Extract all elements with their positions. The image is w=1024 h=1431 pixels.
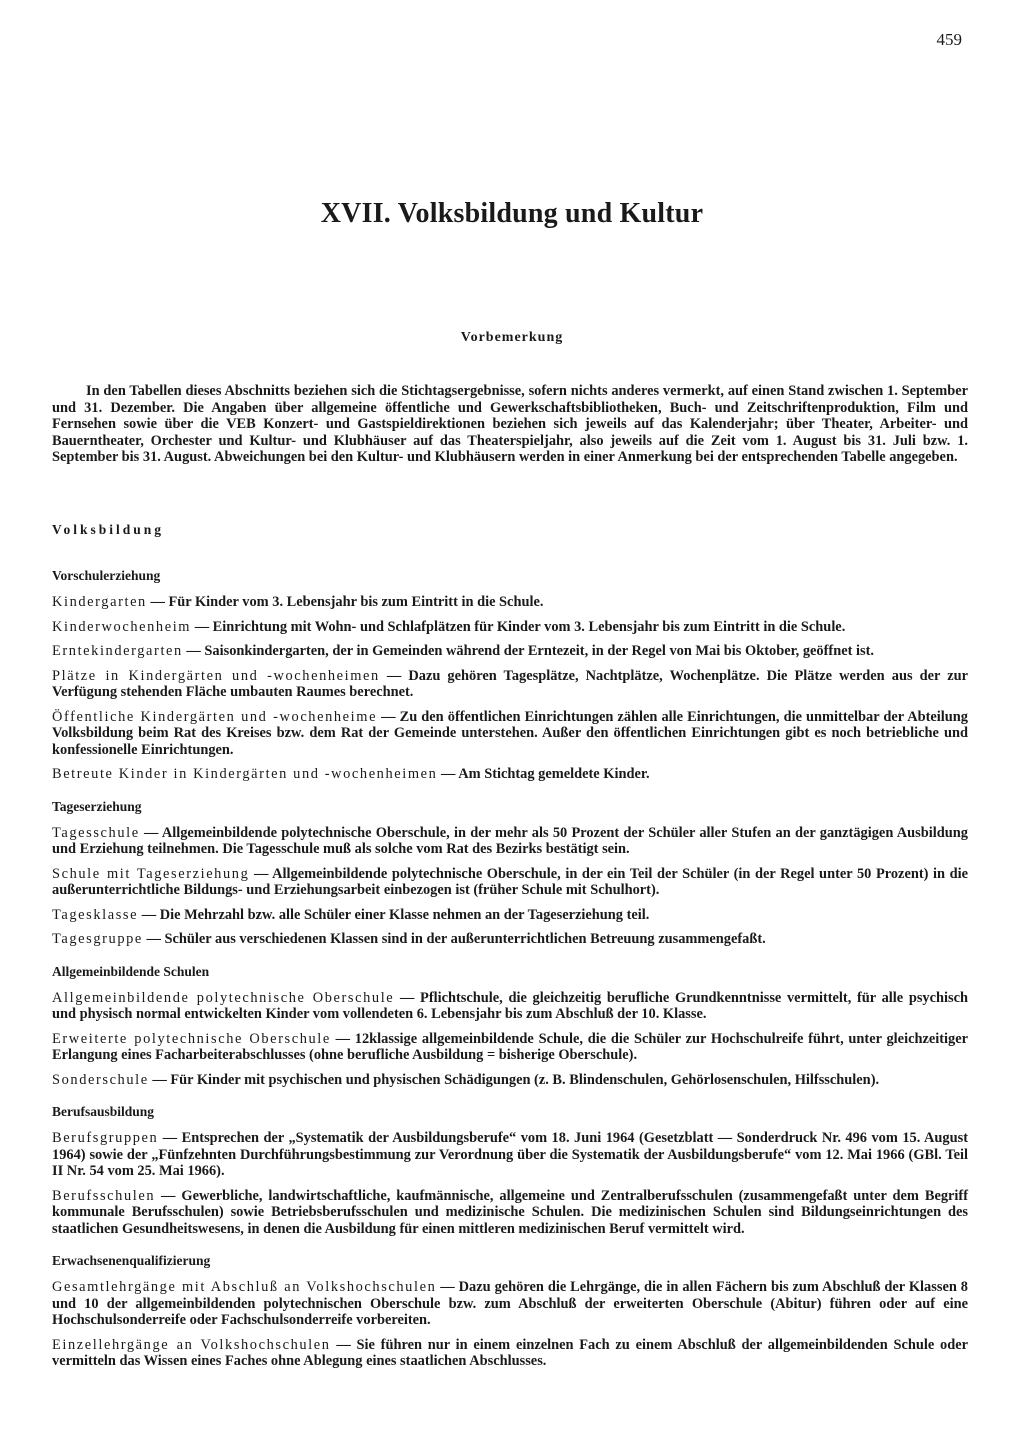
definition-entry <box>52 668 968 701</box>
definition-term: Berufsschulen <box>52 1187 156 1204</box>
definition-text: — Schüler aus verschiedenen Klassen sind in der außerunterrichtlichen Betreuung zusammengefaßt. <box>142 931 766 947</box>
definition-text: — Für Kinder mit psychischen und physischen Schädigungen (z. B. Blindenschulen, Gehörlosenschulen, Hilfsschulen). <box>148 1071 880 1088</box>
intro-paragraph: In den Tabellen dieses Abschnitts beziehen sich die Stichtagsergebnisse, sofern nichts anderes vermerkt, auf einen Stand zwischen 1. September und 31. Dezember. Die Angaben über allgemeine öffentliche und Gewerkschaftsbibliotheken, Buch- und Zeitschriftenproduktion, Film und Fernsehen sowie über die VEB Konzert- und Gastspieldirektionen beziehen sich jeweils auf das Kalenderjahr; über Theater, Arbeiter- und Bauerntheater, Orchester und Kultur- und Klubhäuser auf das Theaterspieljahr, also jeweils auf die Zeit vom 1. August bis 31. Juli bzw. 1. September bis 31. August. Abweichungen bei den Kultur- und Klubhäusern werden in einer Anmerkung bei der entsprechenden Tabelle angegeben. <box>52 383 968 465</box>
definition-term: Tagesschule <box>52 824 140 841</box>
definition-text: — Für Kinder vom 3. Lebensjahr bis zum Eintritt in die Schule. <box>146 594 544 610</box>
definition-term: Berufsgruppen <box>52 1130 159 1146</box>
definition-text: — Entsprechen der „Systematik der Ausbildungsberufe“ vom 18. Juni 1964 (Gesetzblatt — Sonderdruck Nr. 496 vom 15. August 1964) sowie der „Fünfzehnten Durchführungsbestimmung zur Verordnung über die Systematik der Ausbildungsberufe“ vom 12. Mai 1966 (GBl. Teil II Nr. 54 vom 25. Mai 1966). <box>52 1130 968 1179</box>
preliminary-note-heading: Vorbemerkung <box>460 330 564 345</box>
definition-group <box>52 1253 968 1370</box>
section-heading: Volksbildung <box>52 522 165 537</box>
definition-text: — Saisonkindergarten, der in Gemeinden während der Erntezeit, in der Regel von Mai bis Oktober, geöffnet ist. <box>182 643 874 659</box>
definition-text: — Sie führen nur in einem einzelnen Fach zu einem Abschluß der allgemeinbildenden Schule oder vermitteln das Wissen eines Faches ohne Ablegung eines staatlichen Abschlusses. <box>52 1336 968 1369</box>
definition-term: Betreute Kinder in Kindergärten und -wochenheimen <box>52 766 438 782</box>
definition-entry <box>52 766 968 783</box>
definition-term: Sonderschule <box>52 1071 149 1088</box>
definition-entry <box>52 1337 968 1370</box>
definition-text: — Gewerbliche, landwirtschaftliche, kaufmännische, allgemeine und Zentralberufsschulen (zusammengefaßt unter dem Begriff kommunale Berufsschulen) sowie Betriebsberufsschulen und medizinische Schulen. Die medizinischen Schulen sind Bildungseinrichtungen des staatlichen Gesundheitswesens, in denen die Ausbildung für einen mittleren medizinischen Beruf vermittelt wird. <box>52 1187 968 1237</box>
definition-entry <box>52 1031 968 1064</box>
definition-entry <box>52 825 968 858</box>
definition-text: — Zu den öffentlichen Einrichtungen zählen alle Einrichtungen, die unmittelbar der Abteilung Volksbildung beim Rat des Kreises bzw. dem Rat der Gemeinde unterstehen. Außer den öffentlichen Einrichtungen gibt es noch betriebliche und konfessionelle Einrichtungen. <box>52 708 968 758</box>
definition-group <box>52 568 968 783</box>
subsection-heading: Allgemeinbildende Schulen <box>52 963 210 979</box>
definition-group <box>52 964 968 1089</box>
definition-text: — 12klassige allgemeinbildende Schule, die die Schüler zur Hochschulreife führt, unter gleichzeitiger Erlangung eines Facharbeiterabschlusses (ohne berufliche Ausbildung = bisherige Oberschule). <box>52 1030 968 1063</box>
definition-entry <box>52 709 968 759</box>
definition-term: Öffentliche Kindergärten und -wochenheime <box>52 708 378 725</box>
chapter-title: XVII. Volksbildung und Kultur <box>320 198 704 229</box>
definition-term: Schule mit Tageserziehung <box>52 865 250 882</box>
definition-term: Erweiterte polytechnische Oberschule <box>52 1030 331 1047</box>
definition-text: — Die Mehrzahl bzw. alle Schüler einer Klasse nehmen an der Tageserziehung teil. <box>138 906 650 923</box>
definition-term: Tagesgruppe <box>52 931 143 947</box>
definition-entry <box>52 1072 968 1089</box>
definition-text: — Allgemeinbildende polytechnische Oberschule, in der mehr als 50 Prozent der Schüler aller Stufen an der ganztägigen Ausbildung und Erziehung teilnehmen. Die Tagesschule muß als solche vom Rat des Bezirks bestätigt sein. <box>52 824 968 857</box>
definition-group <box>52 1104 968 1237</box>
definition-entry <box>52 1279 968 1329</box>
definition-entry <box>52 643 968 660</box>
definition-term: Kinderwochenheim <box>52 618 192 635</box>
page-number: 459 <box>936 30 962 49</box>
definition-text: — Einrichtung mit Wohn- und Schlafplätzen für Kinder vom 3. Lebensjahr bis zum Eintritt in die Schule. <box>191 618 846 635</box>
definition-entry <box>52 594 968 611</box>
definition-entry <box>52 931 968 948</box>
definition-term: Tagesklasse <box>52 906 139 923</box>
definition-groups <box>52 568 968 1370</box>
definition-group <box>52 799 968 948</box>
content-body <box>52 522 968 1386</box>
definition-entry <box>52 1130 968 1180</box>
subsection-heading: Vorschulerziehung <box>52 568 161 583</box>
definition-text: — Dazu gehören Tagesplätze, Nachtplätze, Wochenplätze. Die Plätze werden aus der zur Verfügung stehenden Fläche umbauten Raumes berechnet. <box>52 667 969 700</box>
definition-term: Gesamtlehrgänge mit Abschluß an Volkshochschulen <box>52 1279 437 1295</box>
definition-entry <box>52 990 968 1023</box>
subsection-heading: Tageserziehung <box>52 798 142 814</box>
definition-entry <box>52 1188 968 1238</box>
subsection-heading: Berufsausbildung <box>52 1104 155 1119</box>
definition-term: Erntekindergarten <box>52 643 183 659</box>
definition-entry <box>52 907 968 924</box>
definition-term: Allgemeinbildende polytechnische Oberschule <box>52 989 395 1006</box>
definition-text: — Pflichtschule, die gleichzeitig berufliche Grundkenntnisse vermittelt, für alle psychisch und physisch normal entwickelten Kinder vom vollendeten 6. Lebensjahr bis zum Abschluß der 10. Klasse. <box>52 989 969 1022</box>
definition-term: Einzellehrgänge an Volkshochschulen <box>52 1336 331 1353</box>
definition-text: — Allgemeinbildende polytechnische Oberschule, in der ein Teil der Schüler (in der Regel unter 50 Prozent) in die außerunterrichtliche Bildungs- und Erziehungsarbeit einbezogen ist (früher Schule mit Schulhort). <box>52 865 968 898</box>
definition-term: Kindergarten <box>52 594 147 610</box>
definition-entry <box>52 866 968 899</box>
definition-entry <box>52 619 968 636</box>
definition-text: — Am Stichtag gemeldete Kinder. <box>437 766 650 782</box>
definition-text: — Dazu gehören die Lehrgänge, die in allen Fächern bis zum Abschluß der Klassen 8 und 10 der allgemeinbildenden polytechnischen Oberschule bzw. zum Abschluß der erweiterten Oberschule (Abitur) führen oder auf eine Hochschulsonderreife oder Fachschulsonderreife vorbereiten. <box>52 1279 968 1328</box>
definition-term: Plätze in Kindergärten und -wochenheimen <box>52 667 380 684</box>
subsection-heading: Erwachsenenqualifizierung <box>52 1253 211 1268</box>
